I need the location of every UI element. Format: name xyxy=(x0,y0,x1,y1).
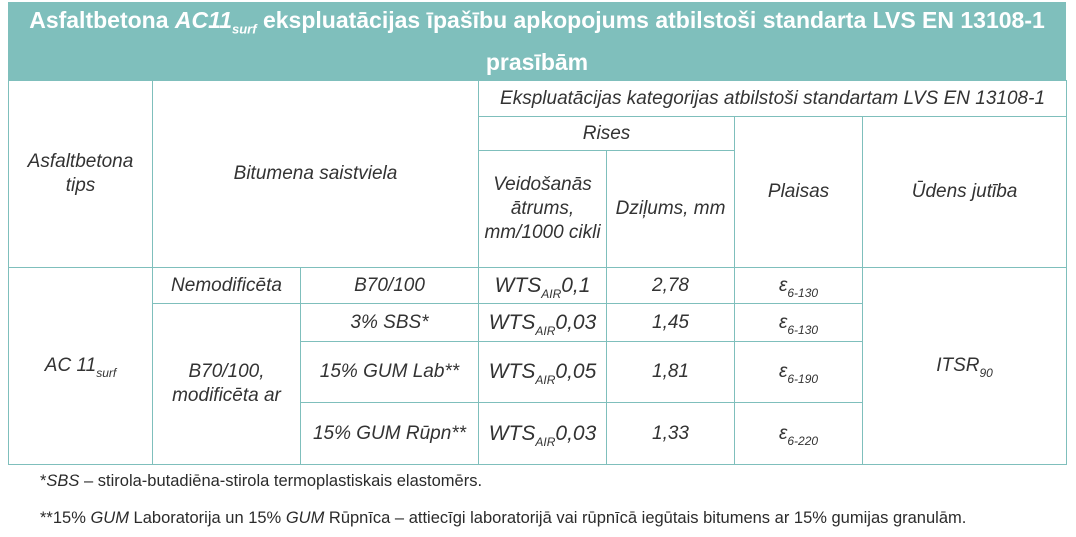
wts-value: 0,03 xyxy=(555,310,597,334)
wts-label: WTS xyxy=(488,421,536,445)
wts-value: 0,1 xyxy=(561,273,591,297)
type-value: AC 11 xyxy=(44,355,97,376)
cell-binder-3: 15% GUM Rūpn** xyxy=(301,403,479,465)
header-binder: Bitumena saistviela xyxy=(153,81,479,268)
title-prefix: Asfaltbetona xyxy=(29,7,175,34)
footnote-gum xyxy=(40,509,966,528)
fn1-text: – stirola-butadiēna-stirola termoplastiskais elastomērs. xyxy=(79,472,483,490)
cell-binder-2: 15% GUM Lab** xyxy=(301,342,479,403)
water-sub: 90 xyxy=(979,366,993,380)
table-title xyxy=(8,2,1066,80)
wts-sub: AIR xyxy=(541,286,562,301)
header-rate: Veidošanās ātrums, mm/1000 cikli xyxy=(479,151,607,268)
wts-label: WTS xyxy=(488,360,536,383)
cell-eps-2 xyxy=(735,342,863,403)
wts-value: 0,05 xyxy=(555,360,597,383)
header-rutting: Rises xyxy=(479,117,735,151)
fn2-gum2: GUM xyxy=(285,509,325,527)
cell-wts-0 xyxy=(479,268,607,304)
cell-unmodified: Nemodificēta xyxy=(153,268,301,304)
header-category: Ekspluatācijas kategorijas atbilstoši standartam LVS EN 13108-1 xyxy=(479,81,1067,117)
cell-wts-3 xyxy=(479,403,607,465)
cell-binder-1: 3% SBS* xyxy=(301,304,479,342)
eps-sub: 6-130 xyxy=(787,322,819,337)
fn2-gum1: GUM xyxy=(90,509,129,527)
cell-binder-0: B70/100 xyxy=(301,268,479,304)
wts-label: WTS xyxy=(494,273,542,297)
eps-sub: 6-190 xyxy=(787,372,819,386)
properties-table xyxy=(8,80,1067,465)
cell-depth-3: 1,33 xyxy=(607,403,735,465)
wts-sub: AIR xyxy=(535,323,556,338)
cell-water xyxy=(863,268,1067,465)
title-ac: AC11 xyxy=(174,7,232,34)
fn2-star: **15% xyxy=(40,509,91,527)
water-value: ITSR xyxy=(936,355,980,376)
cell-type xyxy=(9,268,153,465)
cell-modified: B70/100, modificēta ar xyxy=(153,304,301,465)
eps-symbol: ε xyxy=(778,361,788,382)
cell-eps-3 xyxy=(735,403,863,465)
header-type: Asfaltbetona tips xyxy=(9,81,153,268)
eps-symbol: ε xyxy=(778,274,788,296)
title-suffix: ekspluatācijas īpašību apkopojums atbilstoši standarta LVS EN 13108-1 prasībām xyxy=(256,7,1045,75)
eps-sub: 6-130 xyxy=(787,285,819,300)
type-sub: surf xyxy=(96,366,117,380)
title-ac-sub: surf xyxy=(232,21,257,37)
wts-label: WTS xyxy=(488,310,536,334)
fn2-mid: Laboratorija un 15% xyxy=(128,509,286,527)
cell-depth-1: 1,45 xyxy=(607,304,735,342)
fn1-star: * xyxy=(40,472,47,490)
header-water: Ūdens jutība xyxy=(863,117,1067,268)
fn1-abbr: SBS xyxy=(46,472,80,490)
header-depth: Dziļums, mm xyxy=(607,151,735,268)
wts-sub: AIR xyxy=(535,373,556,387)
eps-sub: 6-220 xyxy=(787,433,819,448)
cell-wts-1 xyxy=(479,304,607,342)
wts-sub: AIR xyxy=(535,434,556,449)
cell-eps-0 xyxy=(735,268,863,304)
cell-depth-0: 2,78 xyxy=(607,268,735,304)
wts-value: 0,03 xyxy=(555,421,597,445)
eps-symbol: ε xyxy=(778,311,788,333)
cell-eps-1 xyxy=(735,304,863,342)
header-cracks: Plaisas xyxy=(735,117,863,268)
cell-wts-2 xyxy=(479,342,607,403)
footnote-sbs xyxy=(40,472,482,491)
eps-symbol: ε xyxy=(778,422,788,444)
fn2-text: Rūpnīca – attiecīgi laboratorijā vai rūpnīcā iegūtais bitumens ar 15% gumijas granulām. xyxy=(324,509,967,527)
cell-depth-2: 1,81 xyxy=(607,342,735,403)
